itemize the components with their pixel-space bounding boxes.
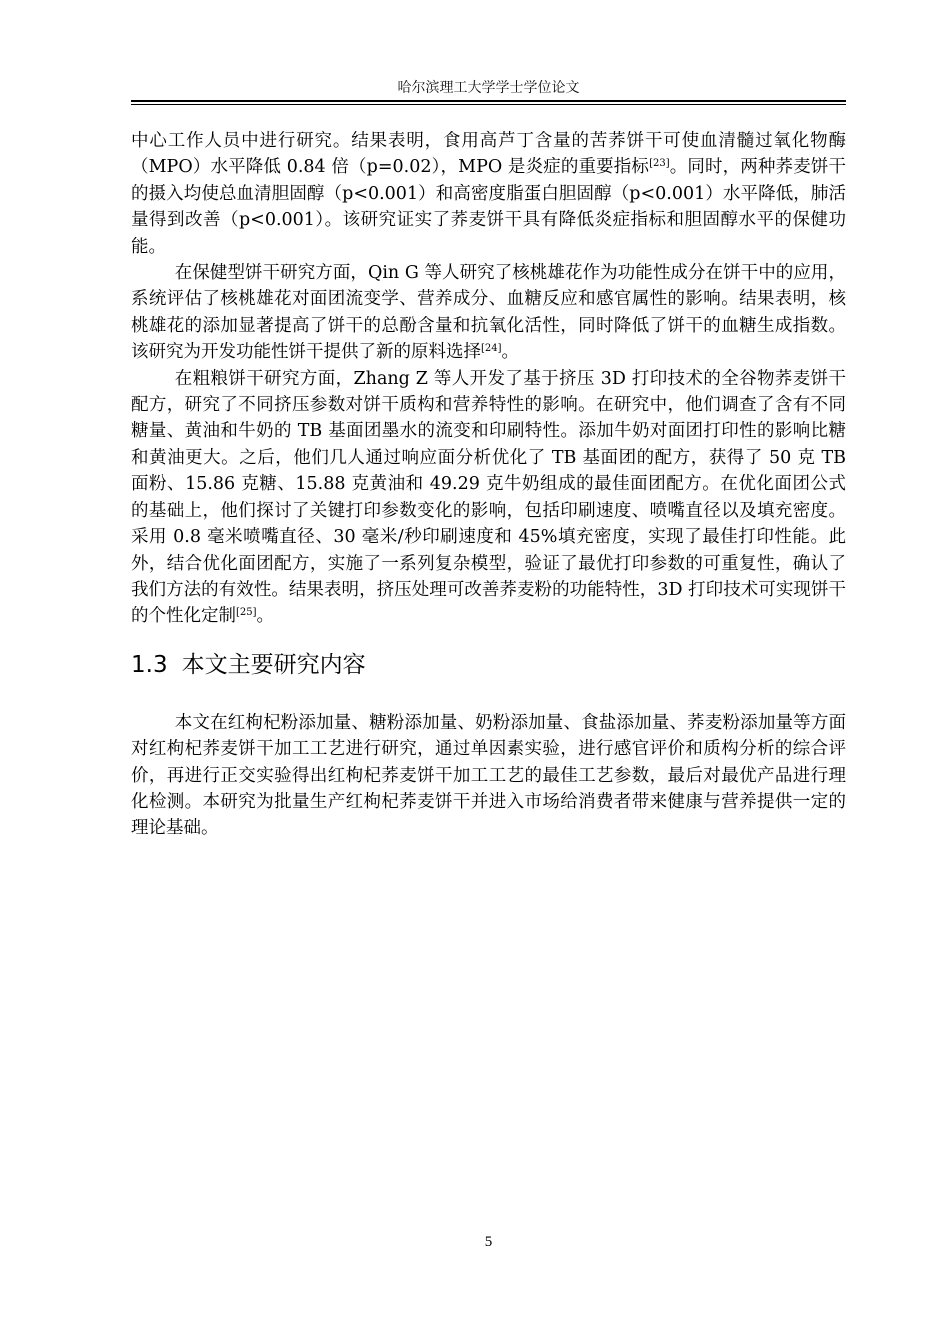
paragraph-3-text-a: 在粗粮饼干研究方面，Zhang Z 等人开发了基于挤压 3D 打印技术的全谷物荞麦饼干配方，研究了不同挤压参数对饼干质构和营养特性的影响。在研究中，他们调查了含有不同糖量、黄油和牛奶的 TB 基面团墨水的流变和印刷特性。添加牛奶对面团打印性的影响比糖和黄油更大。之后，他们几人通过响应面分析优化了 TB 基面团的配方，获得了 50 克 TB 面粉、15.86 克糖、15.88 克黄油和 49.29 克牛奶组成的最佳面团配方。在优化面团公式的基础上，他们探讨了关键打印参数变化的影响，包括印刷速度、喷嘴直径以及填充密度。采用 0.8 毫米喷嘴直径、30 毫米/秒印刷速度和 45%填充密度，实现了最佳打印性能。此外，结合优化面团配方，实施了一系列复杂模型，验证了最优打印参数的可重复性，确认了我们方法的有效性。结果表明，挤压处理可改善荞麦粉的功能特性，3D 打印技术可实现饼干的个性化定制 [131, 368, 846, 627]
running-header: 哈尔滨理工大学学士学位论文 [397, 80, 580, 96]
paragraph-1-text-b: 。同时，两种荞麦饼干的摄入均使总血清胆固醇（p<0.001）和高密度脂蛋白胆固醇（p<0.001）水平降低，肺活量得到改善（p<0.001）。该研究证实了荞麦饼干具有降低炎症指标和胆固醇水平的保健功能。 [131, 157, 846, 257]
paragraph-2-text-b: 。 [501, 342, 520, 363]
header-rule-thick [131, 100, 846, 102]
citation-24: [24] [481, 343, 502, 355]
citation-25: [25] [236, 607, 257, 619]
paragraph-2-text-a: 在保健型饼干研究方面，Qin G 等人研究了核桃雄花作为功能性成分在饼干中的应用，系统评估了核桃雄花对面团流变学、营养成分、血糖反应和感官属性的影响。结果表明，核桃雄花的添加显著提高了饼干的总酚含量和抗氧化活性，同时降低了饼干的血糖生成指数。该研究为开发功能性饼干提供了新的原料选择 [131, 263, 846, 363]
paragraph-4: 本文在红枸杞粉添加量、糖粉添加量、奶粉添加量、食盐添加量、荞麦粉添加量等方面对红枸杞荞麦饼干加工工艺进行研究，通过单因素实验，进行感官评价和质构分析的综合评价，再进行正交实验得出红枸杞荞麦饼干加工工艺的最佳工艺参数，最后对最优产品进行理化检测。本研究为批量生产红枸杞荞麦饼干并进入市场给消费者带来健康与营养提供一定的理论基础。 [131, 712, 846, 839]
paragraph-1-text-a: 中心工作人员中进行研究。结果表明，食用高芦丁含量的苦荞饼干可使血清髓过氧化物酶（MPO）水平降低 0.84 倍（p=0.02），MPO 是炎症的重要指标 [131, 131, 846, 178]
paragraph-3 [131, 366, 846, 630]
paragraph-3-text-b: 。 [256, 606, 275, 627]
body-text [131, 128, 846, 842]
section-heading [131, 650, 846, 680]
section-title: 本文主要研究内容 [181, 651, 366, 678]
page-number: 5 [484, 1234, 493, 1250]
citation-23: [23] [649, 158, 670, 170]
section-number: 1.3 [131, 651, 168, 678]
header-rule-thin [131, 104, 846, 105]
paragraph-1 [131, 128, 846, 260]
paragraph-2 [131, 260, 846, 366]
